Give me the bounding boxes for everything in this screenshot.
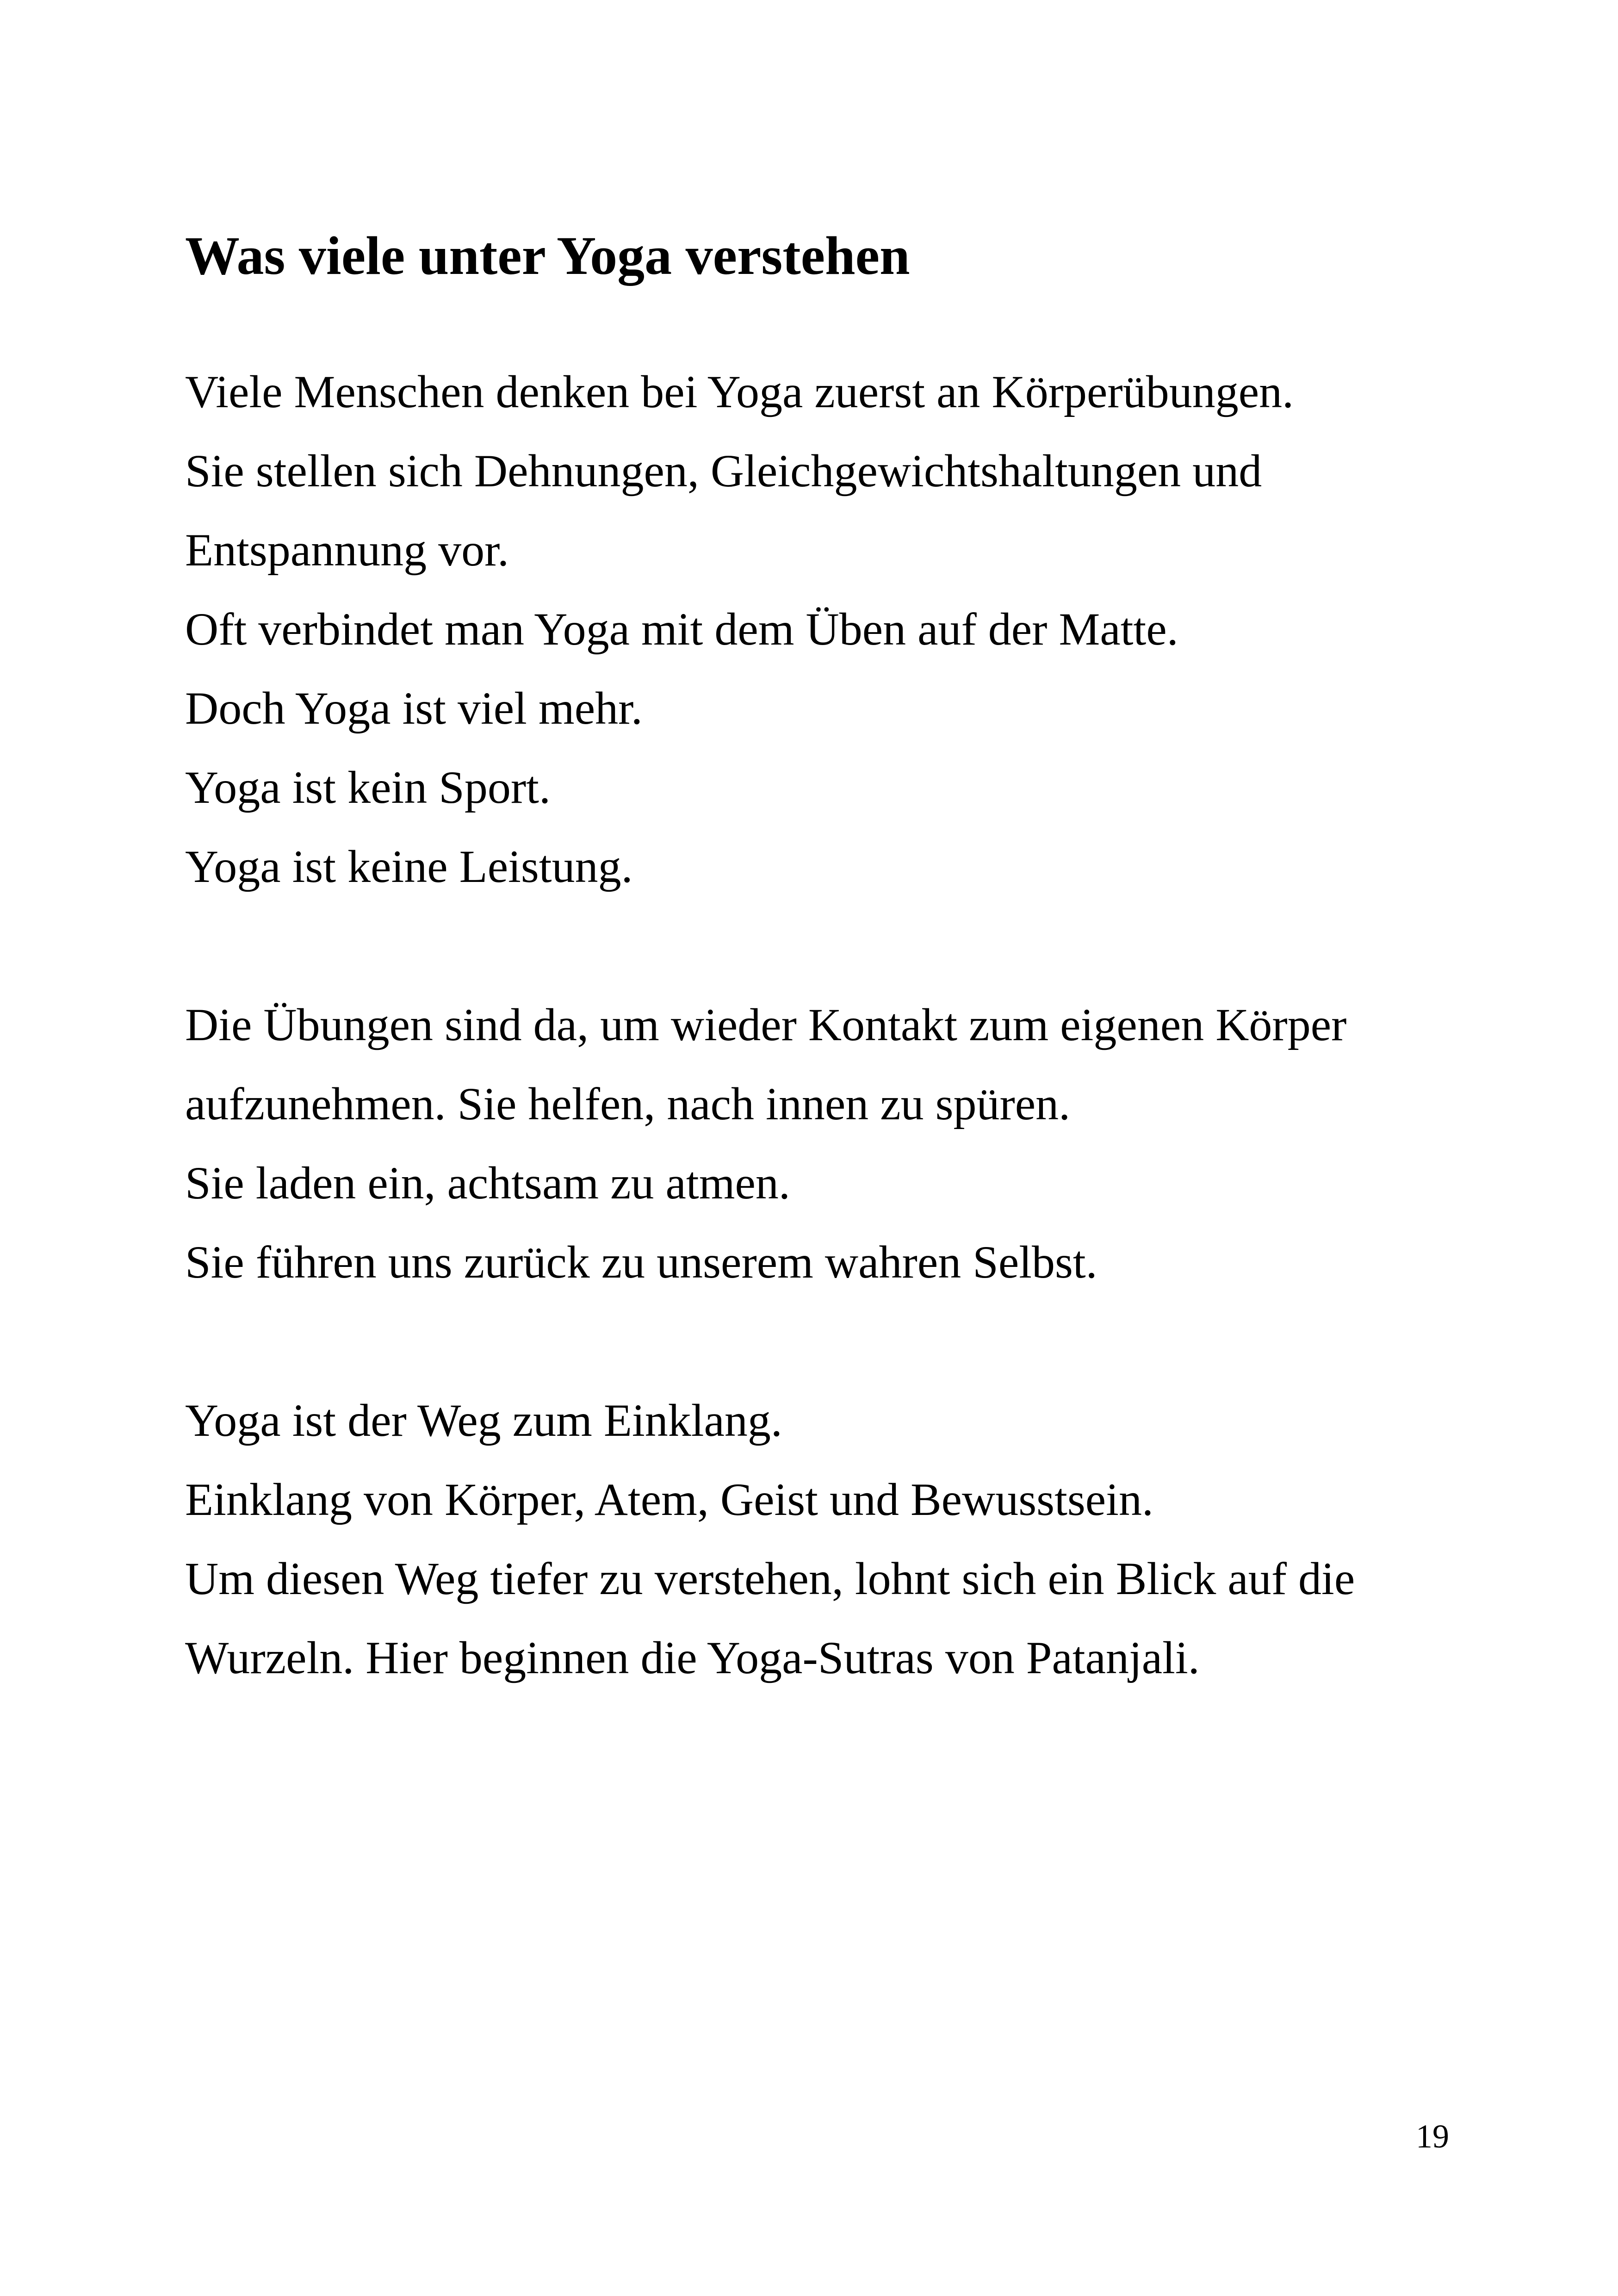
paragraph-2-line-1: Die Übungen sind da, um wieder Kontakt zum eigenen Körper xyxy=(185,999,1347,1050)
page-heading: Was viele unter Yoga verstehen xyxy=(185,225,910,286)
paragraph-3-line-3: Um diesen Weg tiefer zu verstehen, lohnt sich ein Blick auf die xyxy=(185,1553,1355,1604)
paragraph-3-line-1: Yoga ist der Weg zum Einklang. xyxy=(185,1395,782,1446)
paragraph-1-line-6: Yoga ist kein Sport. xyxy=(185,762,551,813)
paragraph-3-line-2: Einklang von Körper, Atem, Geist und Bewusstsein. xyxy=(185,1474,1153,1525)
page-number: 19 xyxy=(1416,2118,1449,2155)
paragraph-1-line-5: Doch Yoga ist viel mehr. xyxy=(185,683,643,734)
paragraph-1-line-1: Viele Menschen denken bei Yoga zuerst an Körperübungen. xyxy=(185,366,1294,417)
paragraph-1-line-3: Entspannung vor. xyxy=(185,524,509,576)
paragraph-1-line-2: Sie stellen sich Dehnungen, Gleichgewichtshaltungen und xyxy=(185,445,1262,496)
paragraph-2-line-3: Sie laden ein, achtsam zu atmen. xyxy=(185,1157,790,1209)
paragraph-1-line-4: Oft verbindet man Yoga mit dem Üben auf der Matte. xyxy=(185,603,1178,655)
paragraph-3-line-4: Wurzeln. Hier beginnen die Yoga-Sutras von Patanjali. xyxy=(185,1632,1200,1683)
paragraph-2-line-2: aufzunehmen. Sie helfen, nach innen zu spüren. xyxy=(185,1078,1071,1129)
paragraph-2-line-4: Sie führen uns zurück zu unserem wahren Selbst. xyxy=(185,1236,1097,1288)
paragraph-1-line-7: Yoga ist keine Leistung. xyxy=(185,841,633,892)
